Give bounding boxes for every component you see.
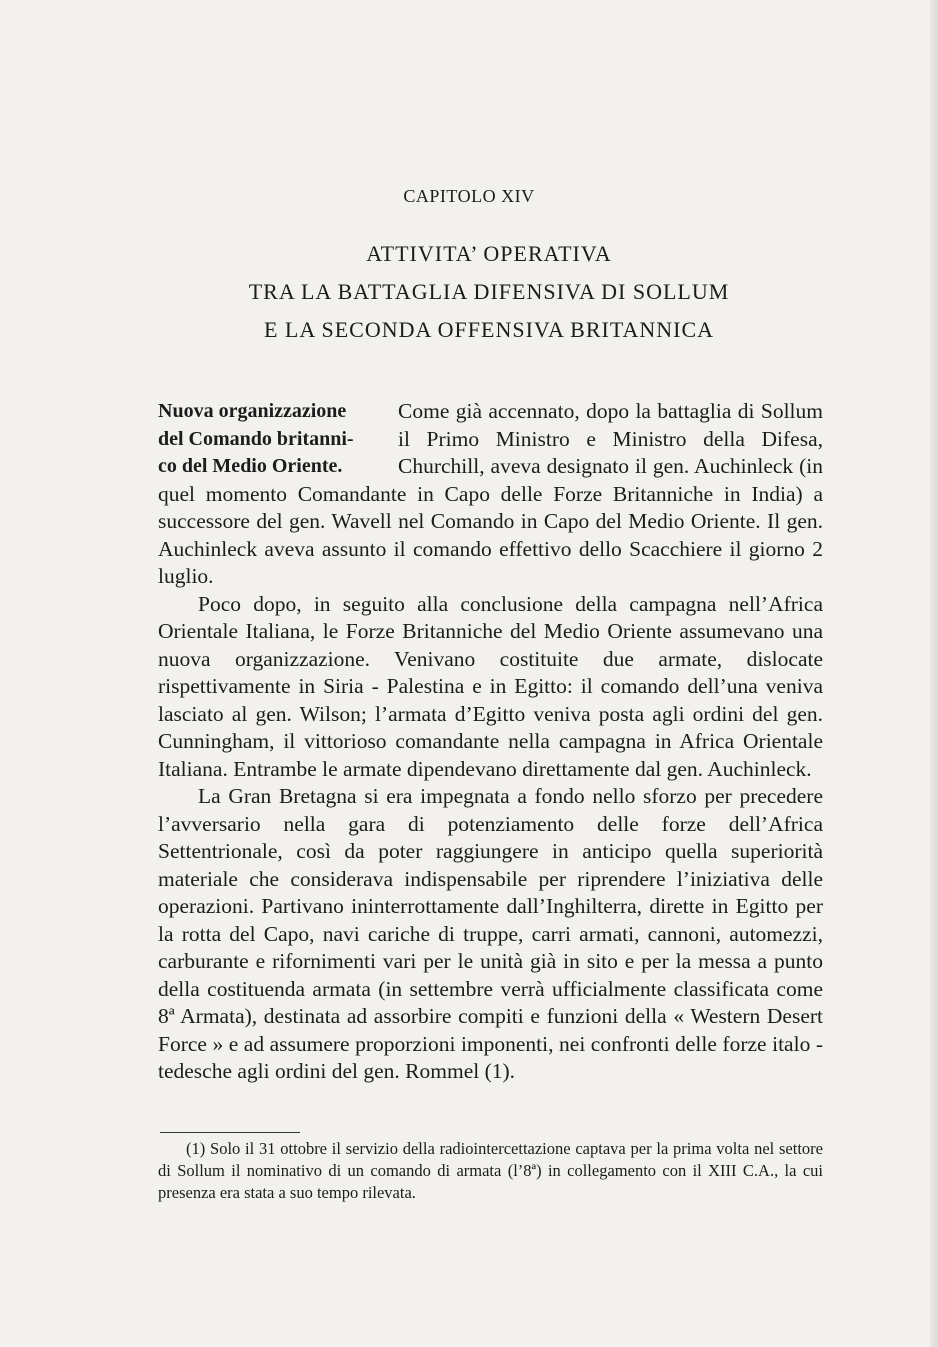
paragraph-1: Come già accennato, dopo la battaglia di Sollum il Primo Ministro e Ministro della Difesa, Churchill, aveva designato il gen. Auchinleck (in quel momento Comandante in Capo delle Forze Britanniche in India) a successore del gen. Wavell nel Comando in Capo del Medio Oriente. Il gen. Auchinleck aveva assunto il comando effettivo dello Scacchiere il giorno 2 luglio. xyxy=(158,399,823,588)
paragraph-3: La Gran Bretagna si era impegnata a fondo nello sforzo per precedere l’avversario nella gara di potenziamento delle forze dell’Africa Settentrionale, così da poter raggiungere in anticipo quella superiorità materiale che considerava indispensabile per riprendere l’iniziativa delle operazioni. Partivano ininterrottamente dall’Inghilterra, dirette in Egitto per la rotta del Capo, navi cariche di truppe, carri armati, cannoni, automezzi, carburante e rifornimenti vari per le unità già in sito e per la messa a punto della costituenda armata (in settembre verrà ufficialmente classificata come 8ª Armata), destinata ad assorbire compiti e funzioni della « Western Desert Force » e ad assumere proporzioni imponenti, nei confronti delle forze italo - tedesche agli ordini del gen. Rommel (1). xyxy=(158,784,823,1083)
body-text xyxy=(158,398,823,1086)
chapter-title-line-1: ATTIVITA’ OPERATIVA xyxy=(366,241,612,266)
chapter-title-line-3: E LA SECONDA OFFENSIVA BRITANNICA xyxy=(263,317,715,342)
margin-heading-line-2: del Comando britanni- xyxy=(158,427,354,450)
margin-heading-line-3: co del Medio Oriente. xyxy=(158,455,343,477)
paragraph-2: Poco dopo, in seguito alla conclusione della campagna nell’Africa Orientale Italiana, le Forze Britanniche del Medio Oriente assumevano una nuova organizzazione. Venivano costituite due armate, dislocate rispettivamente in Siria - Palestina e in Egitto: il comando dell’una veniva lasciato al gen. Wilson; l’armata d’Egitto veniva posta agli ordini del gen. Cunningham, il vittorioso comandante nella campagna in Africa Orientale Italiana. Entrambe le armate dipendevano direttamente dal gen. Auchinleck. xyxy=(158,591,823,781)
chapter-number: CAPITOLO XIV xyxy=(403,186,535,206)
chapter-title-line-2: TRA LA BATTAGLIA DIFENSIVA DI SOLLUM xyxy=(248,279,730,304)
footnote: (1) Solo il 31 ottobre il servizio della radiointercettazione captava per la prima volta nel settore di Sollum il nominativo di un comando di armata (l’8ª) in collegamento con il XIII C.A., la cui presenza era stata a suo tempo rilevata. xyxy=(158,1139,823,1202)
margin-heading xyxy=(158,398,388,481)
margin-heading-line-1: Nuova organizzazione xyxy=(158,400,347,422)
footnote-divider xyxy=(160,1132,300,1133)
